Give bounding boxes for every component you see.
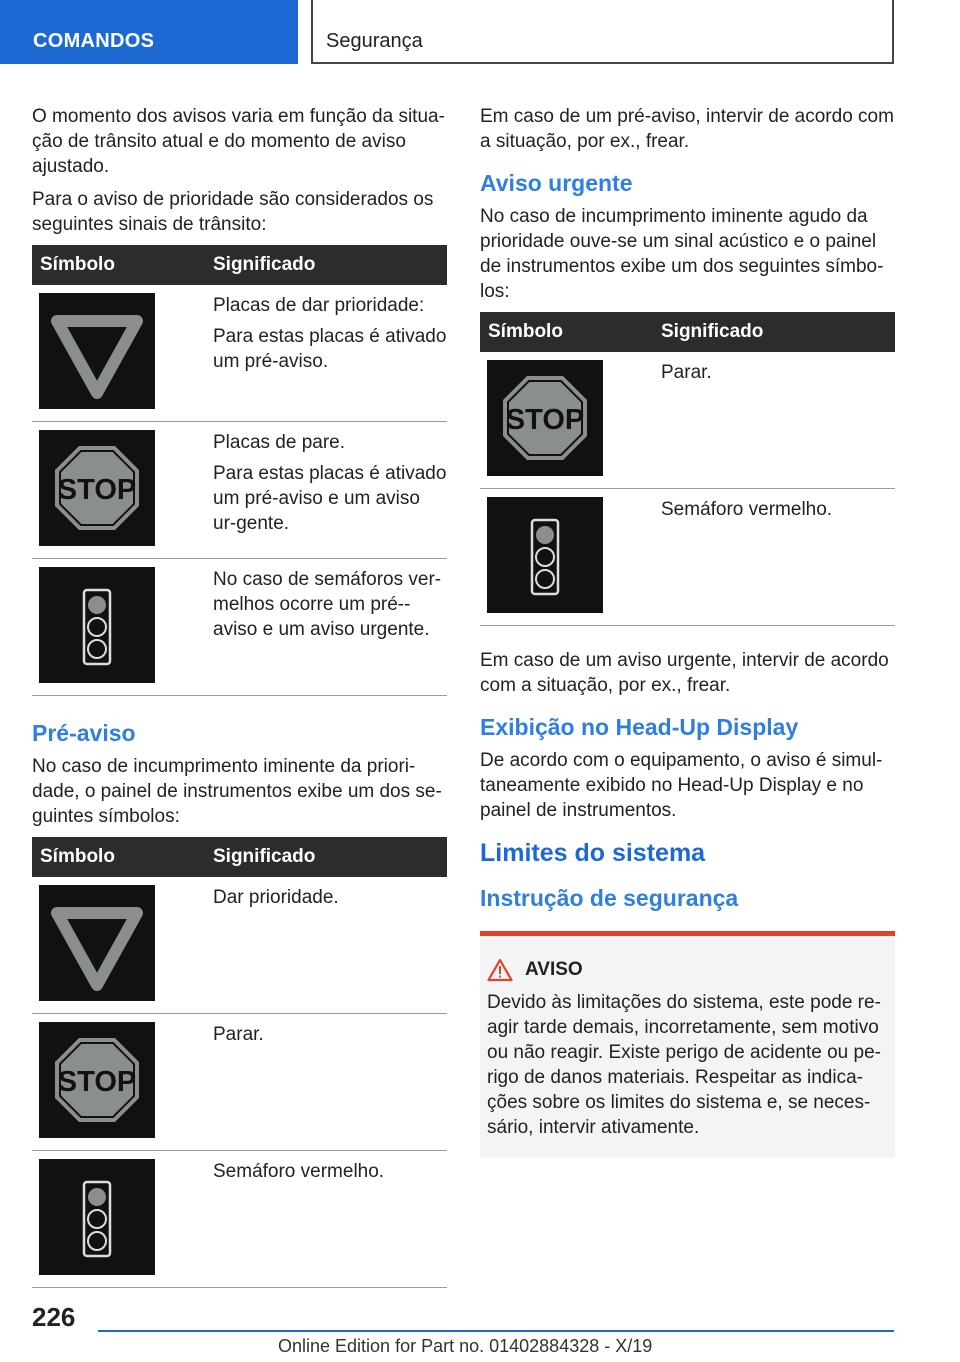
heading-pre-warning: Pré-aviso bbox=[32, 720, 136, 746]
table-row bbox=[32, 1151, 447, 1288]
row-text: Para estas placas é ativado um pré-aviso e um aviso ur-gente. bbox=[213, 463, 447, 534]
warning-box bbox=[480, 931, 895, 1158]
intro-paragraph-1: O momento dos avisos varia em função da situa-ção de trânsito atual e do momento de aviso ajustado. bbox=[32, 106, 445, 177]
header-title-box bbox=[311, 0, 894, 64]
traffic-light-icon bbox=[39, 567, 155, 683]
heading-system-limits: Limites do sistema bbox=[480, 839, 706, 867]
stop-sign-icon bbox=[487, 360, 603, 476]
heading-hud: Exibição no Head-Up Display bbox=[480, 714, 799, 740]
table-header-row bbox=[32, 837, 447, 877]
col-header-symbol: Símbolo bbox=[32, 837, 205, 877]
row-text: Parar. bbox=[661, 362, 712, 383]
traffic-light-icon bbox=[487, 497, 603, 613]
pre-warning-text: No caso de incumprimento iminente da priori-dade, o painel de instrumentos exibe um dos se-guintes símbolos: bbox=[32, 756, 442, 827]
table-row bbox=[32, 559, 447, 696]
warning-title-row bbox=[487, 958, 887, 982]
row-text: Semáforo vermelho. bbox=[661, 499, 833, 520]
table-row bbox=[480, 352, 895, 489]
right-column bbox=[480, 104, 895, 1158]
warning-title: AVISO bbox=[525, 959, 583, 980]
warning-text: Devido às limitações do sistema, este pode re-agir tarde demais, incorretamente, sem motivo ou não reagir. Existe perigo de acidente ou pe-rigo de danos materiais. Respeitar as indica-ções sobre os limites do sistema e, se neces-sário, intervir ativamente. bbox=[487, 992, 881, 1138]
header-section-label: COMANDOS bbox=[33, 30, 155, 52]
footer-divider bbox=[98, 1330, 894, 1332]
stop-sign-icon bbox=[39, 430, 155, 546]
col-header-meaning: Significado bbox=[205, 837, 447, 877]
table-row bbox=[480, 489, 895, 626]
stop-sign-icon bbox=[39, 1022, 155, 1138]
heading-urgent-warning: Aviso urgente bbox=[480, 170, 633, 196]
urgent-warning-text: No caso de incumprimento iminente agudo da prioridade ouve-se um sinal acústico e o painel de instrumentos exibe um dos seguintes símbo-los: bbox=[480, 206, 884, 302]
traffic-signs-table bbox=[32, 245, 447, 696]
yield-sign-icon bbox=[39, 885, 155, 1001]
traffic-light-icon bbox=[39, 1159, 155, 1275]
row-text: Dar prioridade. bbox=[213, 887, 339, 908]
row-text: No caso de semáforos ver-melhos ocorre um pré--aviso e um aviso urgente. bbox=[213, 569, 442, 640]
table-row bbox=[32, 422, 447, 559]
table-row bbox=[32, 285, 447, 422]
footer-edition: Online Edition for Part no. 01402884328 - X/19 bbox=[278, 1336, 653, 1356]
row-text: Para estas placas é ativado um pré-aviso. bbox=[213, 326, 447, 372]
svg-text:STOP: STOP bbox=[57, 474, 137, 506]
col-header-meaning: Significado bbox=[205, 245, 447, 285]
col-header-symbol: Símbolo bbox=[32, 245, 205, 285]
table-header-row bbox=[480, 312, 895, 352]
table-header-row bbox=[32, 245, 447, 285]
row-text: Placas de pare. bbox=[213, 432, 346, 453]
table-row bbox=[32, 877, 447, 1014]
urgent-warning-action: Em caso de um aviso urgente, intervir de acordo com a situação, por ex., frear. bbox=[480, 650, 889, 696]
hud-text: De acordo com o equipamento, o aviso é simul-taneamente exibido no Head-Up Display e no painel de instrumentos. bbox=[480, 750, 883, 821]
col-header-meaning: Significado bbox=[653, 312, 895, 352]
table-row bbox=[32, 1014, 447, 1151]
urgent-warning-table bbox=[480, 312, 895, 626]
heading-safety-instruction: Instrução de segurança bbox=[480, 885, 739, 911]
yield-sign-icon bbox=[39, 293, 155, 409]
pre-warning-action: Em caso de um pré-aviso, intervir de acordo com a situação, por ex., frear. bbox=[480, 106, 894, 152]
svg-text:STOP: STOP bbox=[505, 404, 585, 436]
warning-triangle-icon bbox=[487, 958, 513, 982]
page-number: 226 bbox=[32, 1302, 76, 1332]
header-section-tab bbox=[0, 0, 298, 64]
row-text: Placas de dar prioridade: bbox=[213, 295, 425, 316]
left-column bbox=[32, 104, 447, 1288]
svg-text:STOP: STOP bbox=[57, 1066, 137, 1098]
header-title: Segurança bbox=[326, 30, 423, 52]
row-text: Parar. bbox=[213, 1024, 264, 1045]
row-text: Semáforo vermelho. bbox=[213, 1161, 385, 1182]
col-header-symbol: Símbolo bbox=[480, 312, 653, 352]
pre-warning-table bbox=[32, 837, 447, 1288]
intro-paragraph-2: Para o aviso de prioridade são considerados os seguintes sinais de trânsito: bbox=[32, 189, 434, 235]
